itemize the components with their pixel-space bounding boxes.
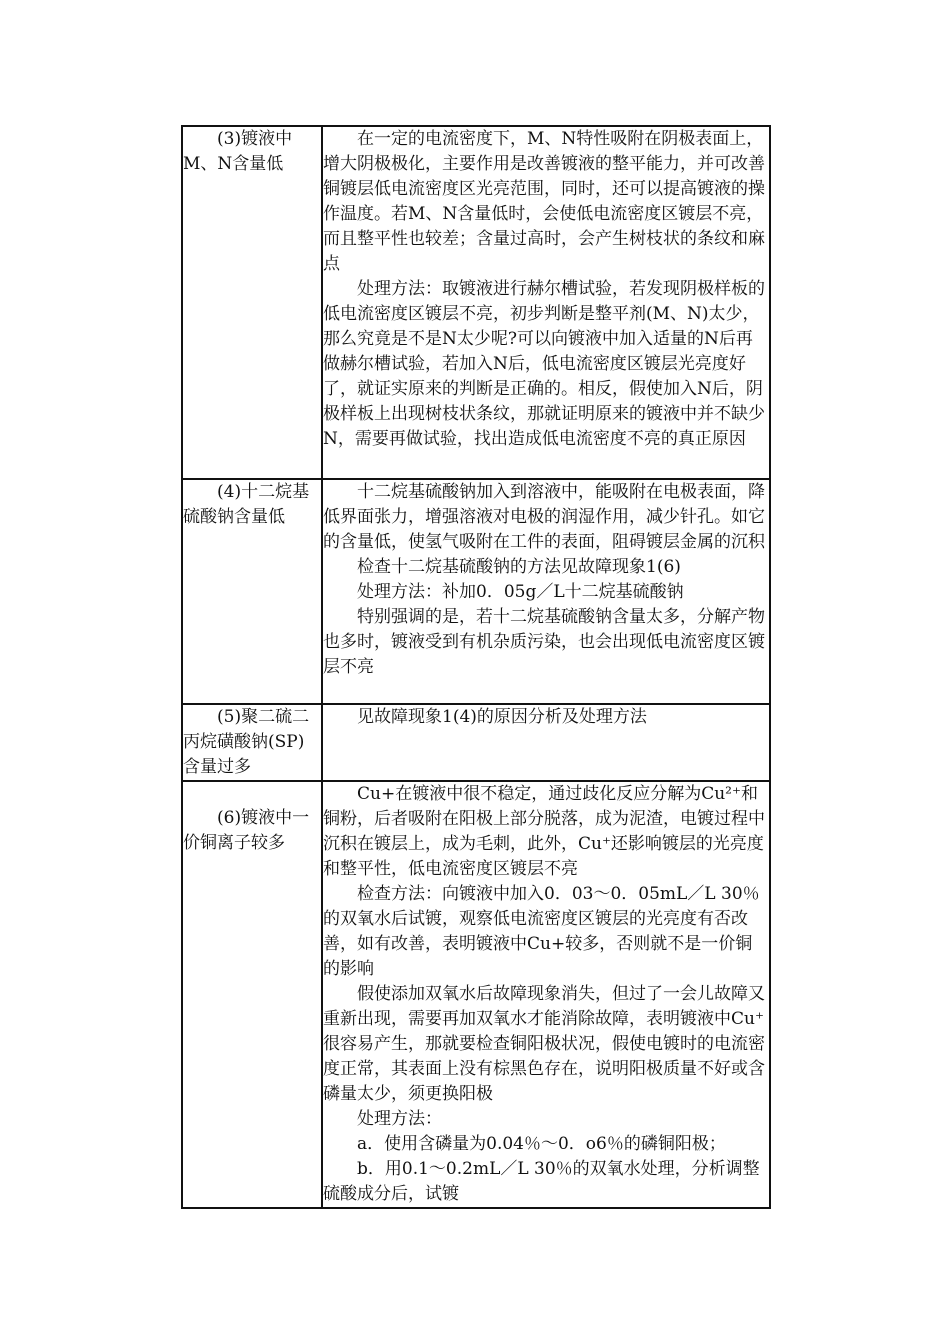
table-row bbox=[182, 704, 770, 781]
fault-table bbox=[181, 125, 771, 1209]
row-label-cell bbox=[182, 126, 322, 479]
row-label-cell bbox=[182, 781, 322, 1208]
paragraph: 检查方法：向镀液中加入0．03～0．05mL／L 30％的双氧水后试镀，观察低电流密度区镀层的光亮度有否改善，如有改善，表明镀液中Cu+较多，否则就不是一价铜的影响 bbox=[323, 884, 760, 979]
paragraph: 假使添加双氧水后故障现象消失，但过了一会儿故障又重新出现，需要再加双氧水才能消除故障，表明镀液中Cu⁺很容易产生，那就要检查铜阳极状况，假使电镀时的电流密度正常，其表面上没有棕黑色存在，说明阳极质量不好或含磷量太少，须更换阳极 bbox=[323, 984, 765, 1104]
paragraph: a．使用含磷量为0.04％～0．o6％的磷铜阳极； bbox=[357, 1134, 726, 1154]
row-label: (5)聚二硫二丙烷磺酸钠(SP)含量过多 bbox=[183, 707, 310, 777]
row-label: (3)镀液中M、N含量低 bbox=[183, 129, 293, 174]
paragraph: 处理方法： bbox=[357, 1109, 442, 1129]
row-content-cell bbox=[322, 479, 770, 704]
paragraph: 见故障现象1(4)的原因分析及处理方法 bbox=[357, 707, 647, 727]
paragraph: 十二烷基硫酸钠加入到溶液中，能吸附在电极表面，降低界面张力，增强溶液对电极的润湿作用，减少针孔。如它的含量低，使氢气吸附在工件的表面，阻碍镀层金属的沉积 bbox=[323, 482, 765, 552]
row-label: (4)十二烷基硫酸钠含量低 bbox=[183, 482, 310, 527]
table-row bbox=[182, 126, 770, 479]
row-label-cell bbox=[182, 479, 322, 704]
paragraph: 处理方法：取镀液进行赫尔槽试验，若发现阴极样板的低电流密度区镀层不亮，初步判断是整平剂(M、N)太少，那么究竟是不是N太少呢?可以向镀液中加入适量的N后再做赫尔槽试验，若加入N后，低电流密度区镀层光亮度好了，就证实原来的判断是正确的。相反，假使加入N后，阴极样板上出现树枝状条纹，那就证明原来的镀液中并不缺少N，需要再做试验，找出造成低电流密度不亮的真正原因 bbox=[323, 279, 765, 449]
row-label-cell bbox=[182, 704, 322, 781]
table-row bbox=[182, 781, 770, 1208]
paragraph: 检查十二烷基硫酸钠的方法见故障现象1(6) bbox=[357, 557, 681, 577]
paragraph: 处理方法：补加0．05g／L十二烷基硫酸钠 bbox=[357, 582, 684, 602]
row-content-cell bbox=[322, 126, 770, 479]
paragraph: Cu+在镀液中很不稳定，通过歧化反应分解为Cu²⁺和铜粉，后者吸附在阳极上部分脱落，成为泥渣，电镀过程中沉积在镀层上，成为毛刺，此外，Cu⁺还影响镀层的光亮度和整平性，低电流密度区镀层不亮 bbox=[323, 784, 765, 879]
row-content-cell bbox=[322, 781, 770, 1208]
paragraph: 特别强调的是，若十二烷基硫酸钠含量太多，分解产物也多时，镀液受到有机杂质污染，也会出现低电流密度区镀层不亮 bbox=[323, 607, 765, 677]
paragraph: 在一定的电流密度下，M、N特性吸附在阴极表面上，增大阴极极化，主要作用是改善镀液的整平能力，并可改善铜镀层低电流密度区光亮范围，同时，还可以提高镀液的操作温度。若M、N含量低时，会使低电流密度区镀层不亮，而且整平性也较差；含量过高时，会产生树枝状的条纹和麻点 bbox=[323, 129, 765, 274]
row-content-cell bbox=[322, 704, 770, 781]
paragraph: b．用0.1～0.2mL／L 30％的双氧水处理，分析调整硫酸成分后，试镀 bbox=[323, 1159, 760, 1204]
table-row bbox=[182, 479, 770, 704]
row-label: (6)镀液中一价铜离子较多 bbox=[183, 808, 310, 853]
